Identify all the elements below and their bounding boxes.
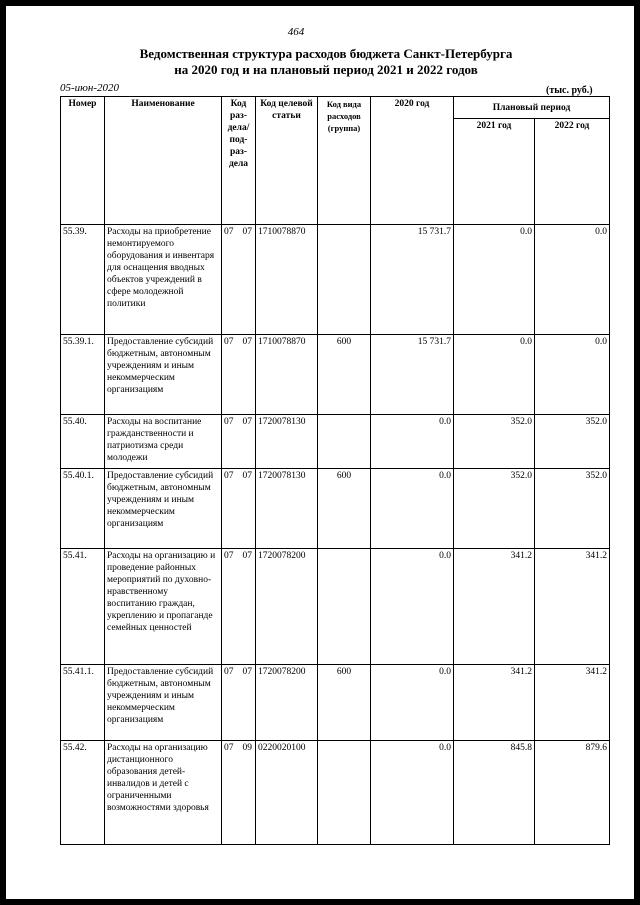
- row-amount-2021: 845.8: [454, 741, 535, 845]
- row-name: Расходы на организацию дистанционного образования детей-инвалидов и детей с ограниченными возможностями здоровья: [105, 741, 222, 845]
- row-number: 55.41.1.: [61, 665, 105, 741]
- row-expense-type: [318, 741, 371, 845]
- table-row: [61, 415, 610, 469]
- row-name: Предоставление субсидий бюджетным, автономным учреждениям и иным некоммерческим организациям: [105, 335, 222, 415]
- row-amount-2020: 0.0: [371, 549, 454, 665]
- row-section-code: [222, 549, 256, 665]
- row-section-code: [222, 225, 256, 335]
- document-date: 05-июн-2020: [60, 82, 120, 94]
- row-amount-2021: 0.0: [454, 225, 535, 335]
- row-expense-type: [318, 225, 371, 335]
- row-number: 55.40.1.: [61, 469, 105, 549]
- header-year-2021: 2021 год: [454, 119, 535, 225]
- row-amount-2022: 341.2: [535, 665, 610, 741]
- subsection-code: 07: [242, 471, 252, 481]
- subsection-code: 07: [242, 337, 252, 347]
- page-number: 464: [287, 26, 305, 38]
- row-amount-2020: 0.0: [371, 469, 454, 549]
- row-expense-type: [318, 415, 371, 469]
- row-amount-2021: 0.0: [454, 335, 535, 415]
- row-amount-2020: 15 731.7: [371, 225, 454, 335]
- section-code: 07: [224, 417, 234, 427]
- header-number: Номер: [61, 97, 105, 225]
- header-planned-period: Плановый период: [454, 97, 610, 119]
- row-amount-2020: 0.0: [371, 415, 454, 469]
- row-target-code: 1710078870: [256, 335, 318, 415]
- row-number: 55.39.: [61, 225, 105, 335]
- row-amount-2020: 0.0: [371, 665, 454, 741]
- header-year-2020: 2020 год: [371, 97, 454, 225]
- row-expense-type: 600: [318, 665, 371, 741]
- header-section-code: Код раз-дела/ под-раз-дела: [222, 97, 256, 225]
- row-name: Расходы на воспитание гражданственности и патриотизма среди молодежи: [105, 415, 222, 469]
- row-amount-2021: 341.2: [454, 549, 535, 665]
- row-target-code: 1720078200: [256, 549, 318, 665]
- row-target-code: 1720078130: [256, 415, 318, 469]
- row-name: Предоставление субсидий бюджетным, автономным учреждениям и иным некоммерческим организациям: [105, 665, 222, 741]
- budget-table: [60, 96, 610, 845]
- row-expense-type: 600: [318, 335, 371, 415]
- table-row: [61, 469, 610, 549]
- table-row: [61, 335, 610, 415]
- row-amount-2020: 15 731.7: [371, 335, 454, 415]
- row-target-code: 1720078200: [256, 665, 318, 741]
- row-amount-2022: 0.0: [535, 335, 610, 415]
- row-expense-type: 600: [318, 469, 371, 549]
- row-number: 55.41.: [61, 549, 105, 665]
- row-section-code: [222, 415, 256, 469]
- row-amount-2022: 352.0: [535, 469, 610, 549]
- row-number: 55.42.: [61, 741, 105, 845]
- row-section-code: [222, 335, 256, 415]
- row-amount-2022: 0.0: [535, 225, 610, 335]
- table-row: [61, 741, 610, 845]
- title-line-1: Ведомственная структура расходов бюджета Санкт-Петербурга: [139, 46, 513, 61]
- subsection-code: 07: [242, 227, 252, 237]
- table-row: [61, 665, 610, 741]
- header-year-2022: 2022 год: [535, 119, 610, 225]
- row-name: Предоставление субсидий бюджетным, автономным учреждениям и иным некоммерческим организациям: [105, 469, 222, 549]
- row-number: 55.40.: [61, 415, 105, 469]
- row-amount-2021: 341.2: [454, 665, 535, 741]
- section-code: 07: [224, 337, 234, 347]
- row-expense-type: [318, 549, 371, 665]
- row-amount-2022: 341.2: [535, 549, 610, 665]
- section-code: 07: [224, 227, 234, 237]
- row-amount-2022: 879.6: [535, 741, 610, 845]
- row-amount-2020: 0.0: [371, 741, 454, 845]
- document-title: [6, 46, 640, 78]
- header-name: Наименование: [105, 97, 222, 225]
- row-amount-2021: 352.0: [454, 469, 535, 549]
- subsection-code: 09: [242, 743, 252, 753]
- header-expense-type-code: Код вида расходов (группа): [318, 97, 371, 225]
- row-section-code: [222, 741, 256, 845]
- section-code: 07: [224, 743, 234, 753]
- row-section-code: [222, 665, 256, 741]
- row-number: 55.39.1.: [61, 335, 105, 415]
- row-name: Расходы на организацию и проведение районных мероприятий по духовно-нравственному воспитанию граждан, укреплению и пропаганде семейных ценностей: [105, 549, 222, 665]
- row-amount-2022: 352.0: [535, 415, 610, 469]
- units-label: (тыс. руб.): [546, 85, 593, 96]
- section-code: 07: [224, 471, 234, 481]
- row-target-code: 1720078130: [256, 469, 318, 549]
- row-target-code: 0220020100: [256, 741, 318, 845]
- title-line-2: на 2020 год и на плановый период 2021 и 2022 годов: [174, 62, 478, 77]
- section-code: 07: [224, 551, 234, 561]
- table-row: [61, 225, 610, 335]
- header-target-code: Код целевой статьи: [256, 97, 318, 225]
- table-row: [61, 549, 610, 665]
- document-page: [6, 6, 634, 899]
- subsection-code: 07: [242, 417, 252, 427]
- section-code: 07: [224, 667, 234, 677]
- row-section-code: [222, 469, 256, 549]
- row-target-code: 1710078870: [256, 225, 318, 335]
- row-name: Расходы на приобретение немонтируемого оборудования и инвентаря для оснащения вводных объектов учреждений в сфере молодежной политики: [105, 225, 222, 335]
- subsection-code: 07: [242, 667, 252, 677]
- subsection-code: 07: [242, 551, 252, 561]
- row-amount-2021: 352.0: [454, 415, 535, 469]
